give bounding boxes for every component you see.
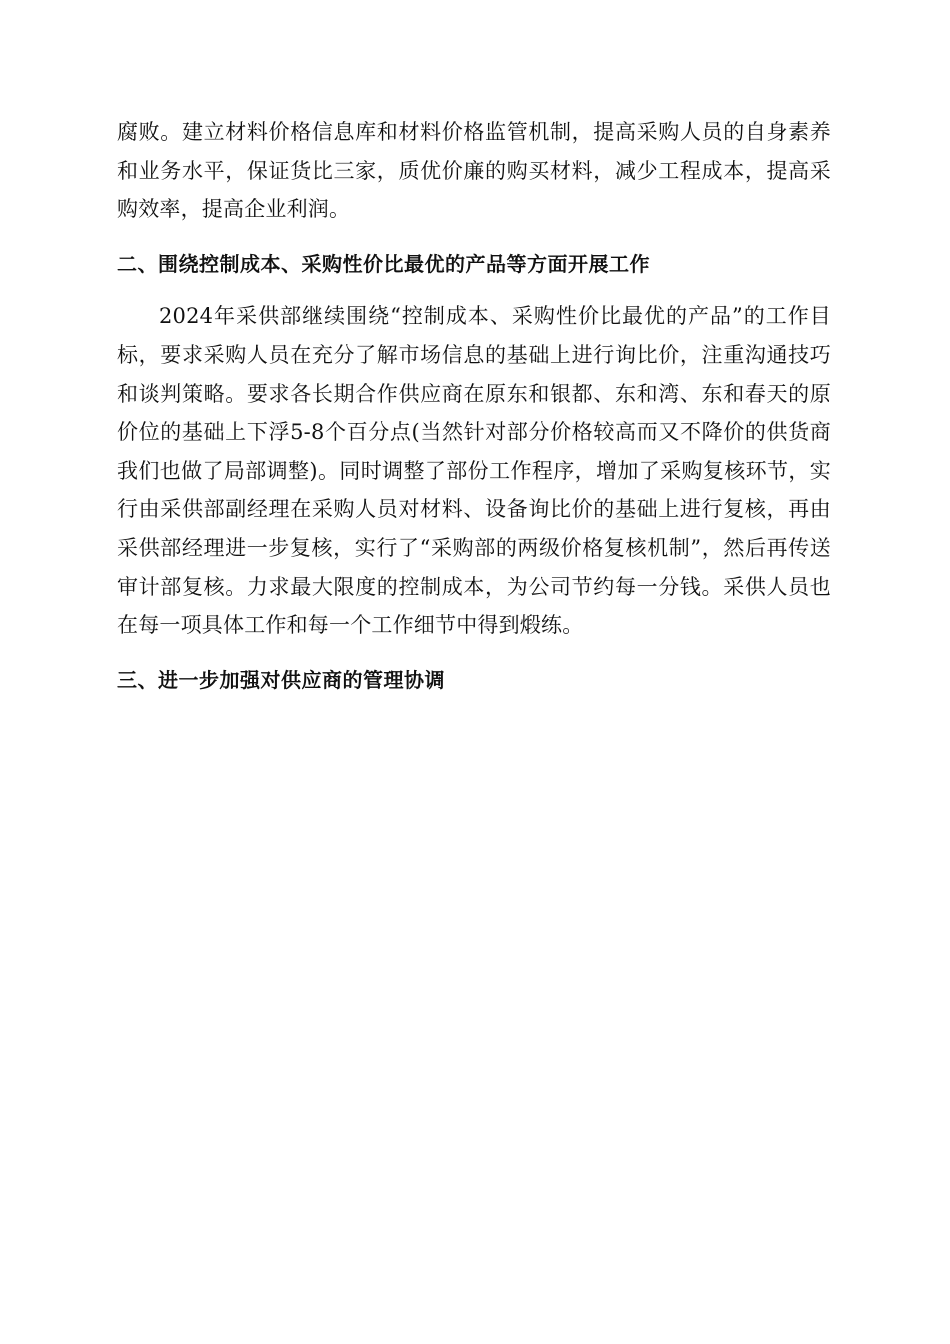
section-heading: 三、进一步加强对供应商的管理协调 (117, 667, 445, 692)
section-heading: 二、围绕控制成本、采购性价比最优的产品等方面开展工作 (117, 251, 650, 276)
document-body (117, 113, 831, 699)
body-paragraph: 腐败。建立材料价格信息库和材料价格监管机制，提高采购人员的自身素养和业务水平，保证货比三家，质优价廉的购买材料，减少工程成本，提高采购效率，提高企业利润。 (117, 120, 831, 222)
body-paragraph: 2024年采供部继续围绕“控制成本、采购性价比最优的产品”的工作目标，要求采购人员在充分了解市场信息的基础上进行询比价，注重沟通技巧和谈判策略。要求各长期合作供应商在原东和银都、东和湾、东和春天的原价位的基础上下浮5-8个百分点(当然针对部分价格较高而又不降价的供货商我们也做了局部调整)。同时调整了部份工作程序，增加了采购复核环节，实行由采供部副经理在采购人员对材料、设备询比价的基础上进行复核，再由采供部经理进一步复核，实行了“采购部的两级价格复核机制”，然后再传送审计部复核。力求最大限度的控制成本，为公司节约每一分钱。采供人员也在每一项具体工作和每一个工作细节中得到煅练。 (117, 304, 831, 638)
